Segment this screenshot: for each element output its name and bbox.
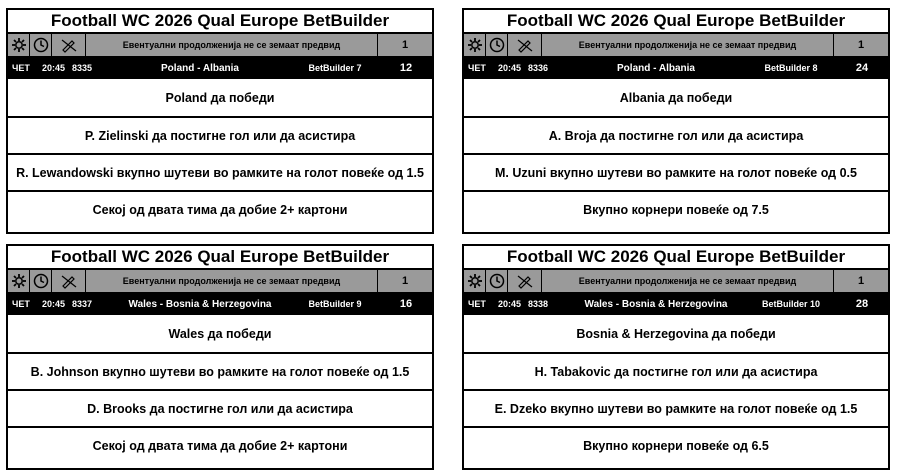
overtime-notice: Евентуални продолженија не се земаат предвид bbox=[542, 270, 834, 292]
match-name: Poland - Albania bbox=[161, 62, 239, 74]
selection-row[interactable]: A. Broja да постигне гол или да асистира bbox=[464, 116, 888, 153]
betbuilder-label: BetBuilder 10 bbox=[761, 299, 821, 309]
event-info-row bbox=[8, 293, 432, 315]
clock-icon[interactable] bbox=[486, 270, 508, 292]
card-toolbar bbox=[8, 34, 432, 57]
selection-row[interactable]: Poland да победи bbox=[165, 90, 275, 105]
event-code: 8337 bbox=[72, 299, 93, 309]
selection-row[interactable]: R. Lewandowski вкупно шутеви во рамките на голот повеќе од 1.5 bbox=[8, 153, 432, 190]
card-toolbar bbox=[8, 270, 432, 293]
selection-row[interactable]: P. Zielinski да постигне гол или да асистира bbox=[8, 116, 432, 153]
gear-icon[interactable] bbox=[8, 34, 30, 56]
match-name: Poland - Albania bbox=[617, 62, 695, 74]
event-day: ЧЕТ bbox=[12, 63, 30, 73]
event-time: 20:45 bbox=[498, 63, 522, 73]
event-day: ЧЕТ bbox=[468, 299, 486, 309]
betbuilder-label: BetBuilder 7 bbox=[308, 63, 362, 73]
event-time: 20:45 bbox=[42, 63, 66, 73]
selection-row[interactable]: M. Uzuni вкупно шутеви во рамките на голот повеќе од 0.5 bbox=[464, 153, 888, 190]
gear-icon[interactable] bbox=[464, 34, 486, 56]
selection-row[interactable]: H. Tabakovic да постигне гол или да асистира bbox=[464, 352, 888, 389]
event-code: 8338 bbox=[528, 299, 549, 309]
selection-row[interactable]: Секој од двата тима да добие 2+ картони bbox=[8, 426, 432, 463]
selection-row[interactable]: Секој од двата тима да добие 2+ картони bbox=[8, 190, 432, 227]
clock-icon[interactable] bbox=[30, 34, 52, 56]
card-title: Football WC 2026 Qual Europe BetBuilder bbox=[8, 246, 432, 270]
betbuilder-label: BetBuilder 9 bbox=[308, 299, 362, 309]
event-day: ЧЕТ bbox=[12, 299, 30, 309]
odds-value: 24 bbox=[855, 62, 869, 74]
betbuilder-card-3 bbox=[6, 244, 434, 470]
selection-row[interactable]: Bosnia & Herzegovina да победи bbox=[576, 326, 776, 341]
match-name: Wales - Bosnia & Herzegovina bbox=[128, 298, 272, 310]
no-edit-icon[interactable] bbox=[52, 34, 86, 56]
odds-value: 16 bbox=[399, 298, 413, 310]
betbuilder-label: BetBuilder 8 bbox=[764, 63, 818, 73]
no-edit-icon[interactable] bbox=[52, 270, 86, 292]
event-time: 20:45 bbox=[42, 299, 66, 309]
event-time: 20:45 bbox=[498, 299, 522, 309]
event-info-row bbox=[464, 57, 888, 79]
quantity-value: 1 bbox=[401, 39, 409, 51]
selection-row[interactable]: Albania да победи bbox=[619, 90, 733, 105]
clock-icon[interactable] bbox=[30, 270, 52, 292]
event-info-row bbox=[8, 57, 432, 79]
event-day: ЧЕТ bbox=[468, 63, 486, 73]
overtime-notice: Евентуални продолженија не се земаат предвид bbox=[542, 34, 834, 56]
betbuilder-card-1 bbox=[6, 8, 434, 234]
selection-row[interactable]: D. Brooks да постигне гол или да асистира bbox=[8, 389, 432, 426]
no-edit-icon[interactable] bbox=[508, 270, 542, 292]
event-info-row bbox=[464, 293, 888, 315]
card-title: Football WC 2026 Qual Europe BetBuilder bbox=[464, 246, 888, 270]
match-name: Wales - Bosnia & Herzegovina bbox=[584, 298, 728, 310]
selection-row[interactable]: Wales да победи bbox=[168, 326, 272, 341]
card-title: Football WC 2026 Qual Europe BetBuilder bbox=[464, 10, 888, 34]
overtime-notice: Евентуални продолженија не се земаат предвид bbox=[86, 270, 378, 292]
gear-icon[interactable] bbox=[8, 270, 30, 292]
event-code: 8336 bbox=[528, 63, 549, 73]
quantity-value: 1 bbox=[401, 275, 409, 287]
card-title: Football WC 2026 Qual Europe BetBuilder bbox=[8, 10, 432, 34]
odds-value: 28 bbox=[855, 298, 869, 310]
quantity-value: 1 bbox=[857, 275, 865, 287]
no-edit-icon[interactable] bbox=[508, 34, 542, 56]
quantity-value: 1 bbox=[857, 39, 865, 51]
card-toolbar bbox=[464, 270, 888, 293]
gear-icon[interactable] bbox=[464, 270, 486, 292]
selection-row[interactable]: Вкупно корнери повеќе од 7.5 bbox=[464, 190, 888, 227]
overtime-notice: Евентуални продолженија не се земаат предвид bbox=[86, 34, 378, 56]
selection-row[interactable]: Вкупно корнери повеќе од 6.5 bbox=[464, 426, 888, 463]
clock-icon[interactable] bbox=[486, 34, 508, 56]
selection-row[interactable]: E. Dzeko вкупно шутеви во рамките на голот повеќе од 1.5 bbox=[464, 389, 888, 426]
card-toolbar bbox=[464, 34, 888, 57]
odds-value: 12 bbox=[399, 62, 413, 74]
betbuilder-card-2 bbox=[462, 8, 890, 234]
event-code: 8335 bbox=[72, 63, 93, 73]
selection-row[interactable]: B. Johnson вкупно шутеви во рамките на голот повеќе од 1.5 bbox=[8, 352, 432, 389]
betbuilder-card-4 bbox=[462, 244, 890, 470]
